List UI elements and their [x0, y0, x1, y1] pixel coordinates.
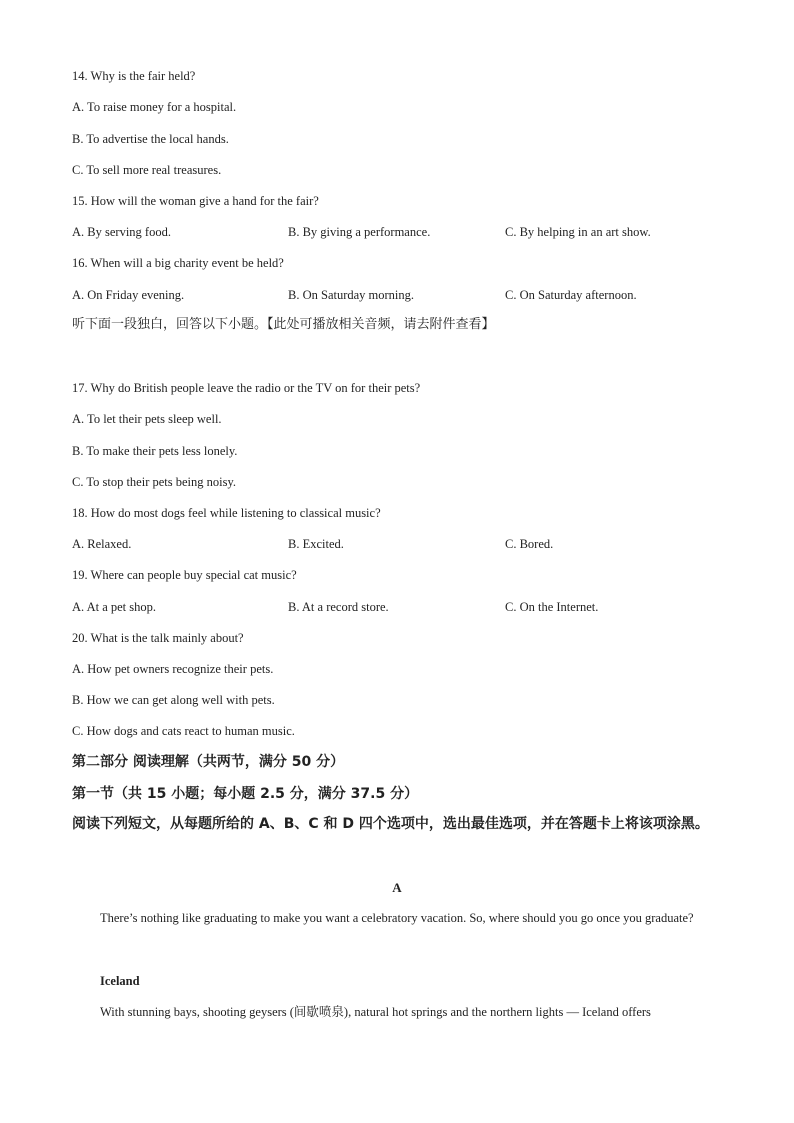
q18-option-c: C. Bored. [505, 537, 554, 551]
q16-option-c: C. On Saturday afternoon. [505, 288, 637, 302]
subheading-iceland: Iceland [100, 974, 140, 988]
question-14: 14. Why is the fair held? [72, 69, 196, 83]
q16-option-b: B. On Saturday morning. [288, 288, 415, 302]
passage-intro: There’s nothing like graduating to make you want a celebratory vacation. So, where should you go once you graduate? [100, 911, 694, 925]
q16-option-a: A. On Friday evening. [72, 288, 185, 302]
question-15: 15. How will the woman give a hand for the fair? [72, 194, 319, 208]
section-one-heading: 第一节（共 15 小题；每小题 2.5 分，满分 37.5 分） [72, 786, 419, 802]
q18-option-b: B. Excited. [288, 537, 344, 551]
reading-instruction: 阅读下列短文，从每题所给的 A、B、C 和 D 四个选项中，选出最佳选项，并在答题卡上将该项涂黑。 [72, 816, 709, 832]
q15-option-b: B. By giving a performance. [288, 225, 431, 239]
q15-option-c: C. By helping in an art show. [505, 225, 651, 239]
part-two-heading: 第二部分 阅读理解（共两节，满分 50 分） [72, 754, 345, 770]
question-19: 19. Where can people buy special cat music? [72, 568, 297, 582]
q19-option-b: B. At a record store. [288, 600, 389, 614]
q18-option-a: A. Relaxed. [72, 537, 132, 551]
question-17: 17. Why do British people leave the radio or the TV on for their pets? [72, 381, 421, 395]
question-18: 18. How do most dogs feel while listening to classical music? [72, 506, 381, 520]
q14-option-a: A. To raise money for a hospital. [72, 100, 237, 114]
audio-instruction: 听下面一段独白，回答以下小题。【此处可播放相关音频，请去附件查看】 [72, 317, 495, 332]
q17-option-c: C. To stop their pets being noisy. [72, 475, 237, 489]
passage-label: A [392, 880, 402, 895]
q17-option-a: A. To let their pets sleep well. [72, 412, 222, 426]
question-16: 16. When will a big charity event be held? [72, 256, 284, 270]
q20-option-a: A. How pet owners recognize their pets. [72, 662, 274, 676]
passage-paragraph: With stunning bays, shooting geysers (间歇喷泉), natural hot springs and the northern lights — Iceland offers [100, 1005, 651, 1019]
q14-option-c: C. To sell more real treasures. [72, 163, 222, 177]
q15-option-a: A. By serving food. [72, 225, 171, 239]
q19-option-a: A. At a pet shop. [72, 600, 157, 614]
q20-option-b: B. How we can get along well with pets. [72, 693, 275, 707]
q19-option-c: C. On the Internet. [505, 600, 599, 614]
question-20: 20. What is the talk mainly about? [72, 631, 244, 645]
q17-option-b: B. To make their pets less lonely. [72, 444, 238, 458]
q20-option-c: C. How dogs and cats react to human music. [72, 724, 295, 738]
q14-option-b: B. To advertise the local hands. [72, 132, 229, 146]
